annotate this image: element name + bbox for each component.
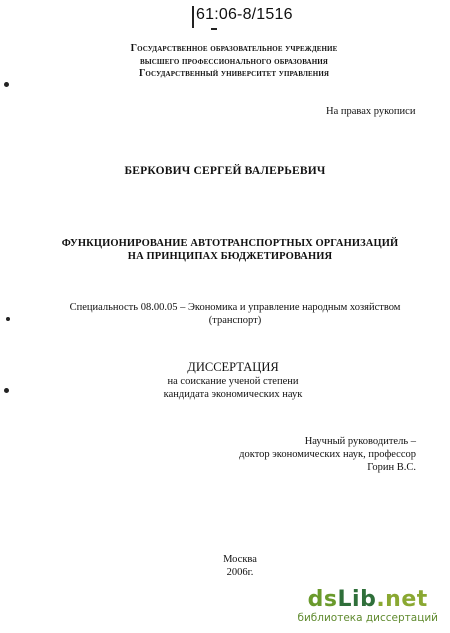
specialty-line-2: (транспорт) <box>208 315 262 326</box>
manuscript-rights: На правах рукописи <box>326 106 416 117</box>
scientific-advisor <box>239 435 416 474</box>
thesis-title <box>0 238 450 263</box>
city: Москва <box>223 554 257 565</box>
scan-speck <box>4 388 9 393</box>
specialty <box>0 301 450 327</box>
advisor-line-3: Горин В.С. <box>367 462 416 473</box>
institution-header <box>0 43 450 81</box>
dslib-logo: dsLib.net <box>307 587 428 612</box>
thesis-title-line-1: ФУНКЦИОНИРОВАНИЕ АВТОТРАНСПОРТНЫХ ОРГАНИЗАЦИЙ <box>61 238 399 249</box>
stamp-dash <box>211 28 217 30</box>
thesis-title-line-2: НА ПРИНЦИПАХ БЮДЖЕТИРОВАНИЯ <box>127 250 333 262</box>
scan-speck <box>4 82 9 87</box>
author-name: БЕРКОВИЧ СЕРГЕЙ ВАЛЕРЬЕВИЧ <box>124 165 326 177</box>
scan-speck <box>6 317 10 321</box>
degree-line-1: на соискание ученой степени <box>167 376 299 387</box>
institution-line-1: Государственное образовательное учреждение <box>130 43 338 54</box>
degree-line-2: кандидата экономических наук <box>163 389 303 400</box>
year: 2006г. <box>226 567 254 578</box>
dissertation-block <box>0 360 450 401</box>
place-and-year <box>0 553 450 579</box>
stamp-bar <box>192 6 194 28</box>
dslib-subtitle: библиотека диссертаций <box>297 612 438 624</box>
specialty-line-1: Специальность 08.00.05 – Экономика и управление народным хозяйством <box>69 302 401 313</box>
dslib-watermark <box>297 588 438 625</box>
institution-line-2: высшего профессионального образования <box>140 55 328 67</box>
dissertation-heading: ДИССЕРТАЦИЯ <box>187 360 279 374</box>
archive-stamp: 61:06-8/1516 <box>196 6 293 23</box>
institution-line-3: Государственный университет управления <box>138 68 330 79</box>
advisor-line-1: Научный руководитель – <box>304 436 416 447</box>
advisor-line-2: доктор экономических наук, профессор <box>239 449 416 460</box>
